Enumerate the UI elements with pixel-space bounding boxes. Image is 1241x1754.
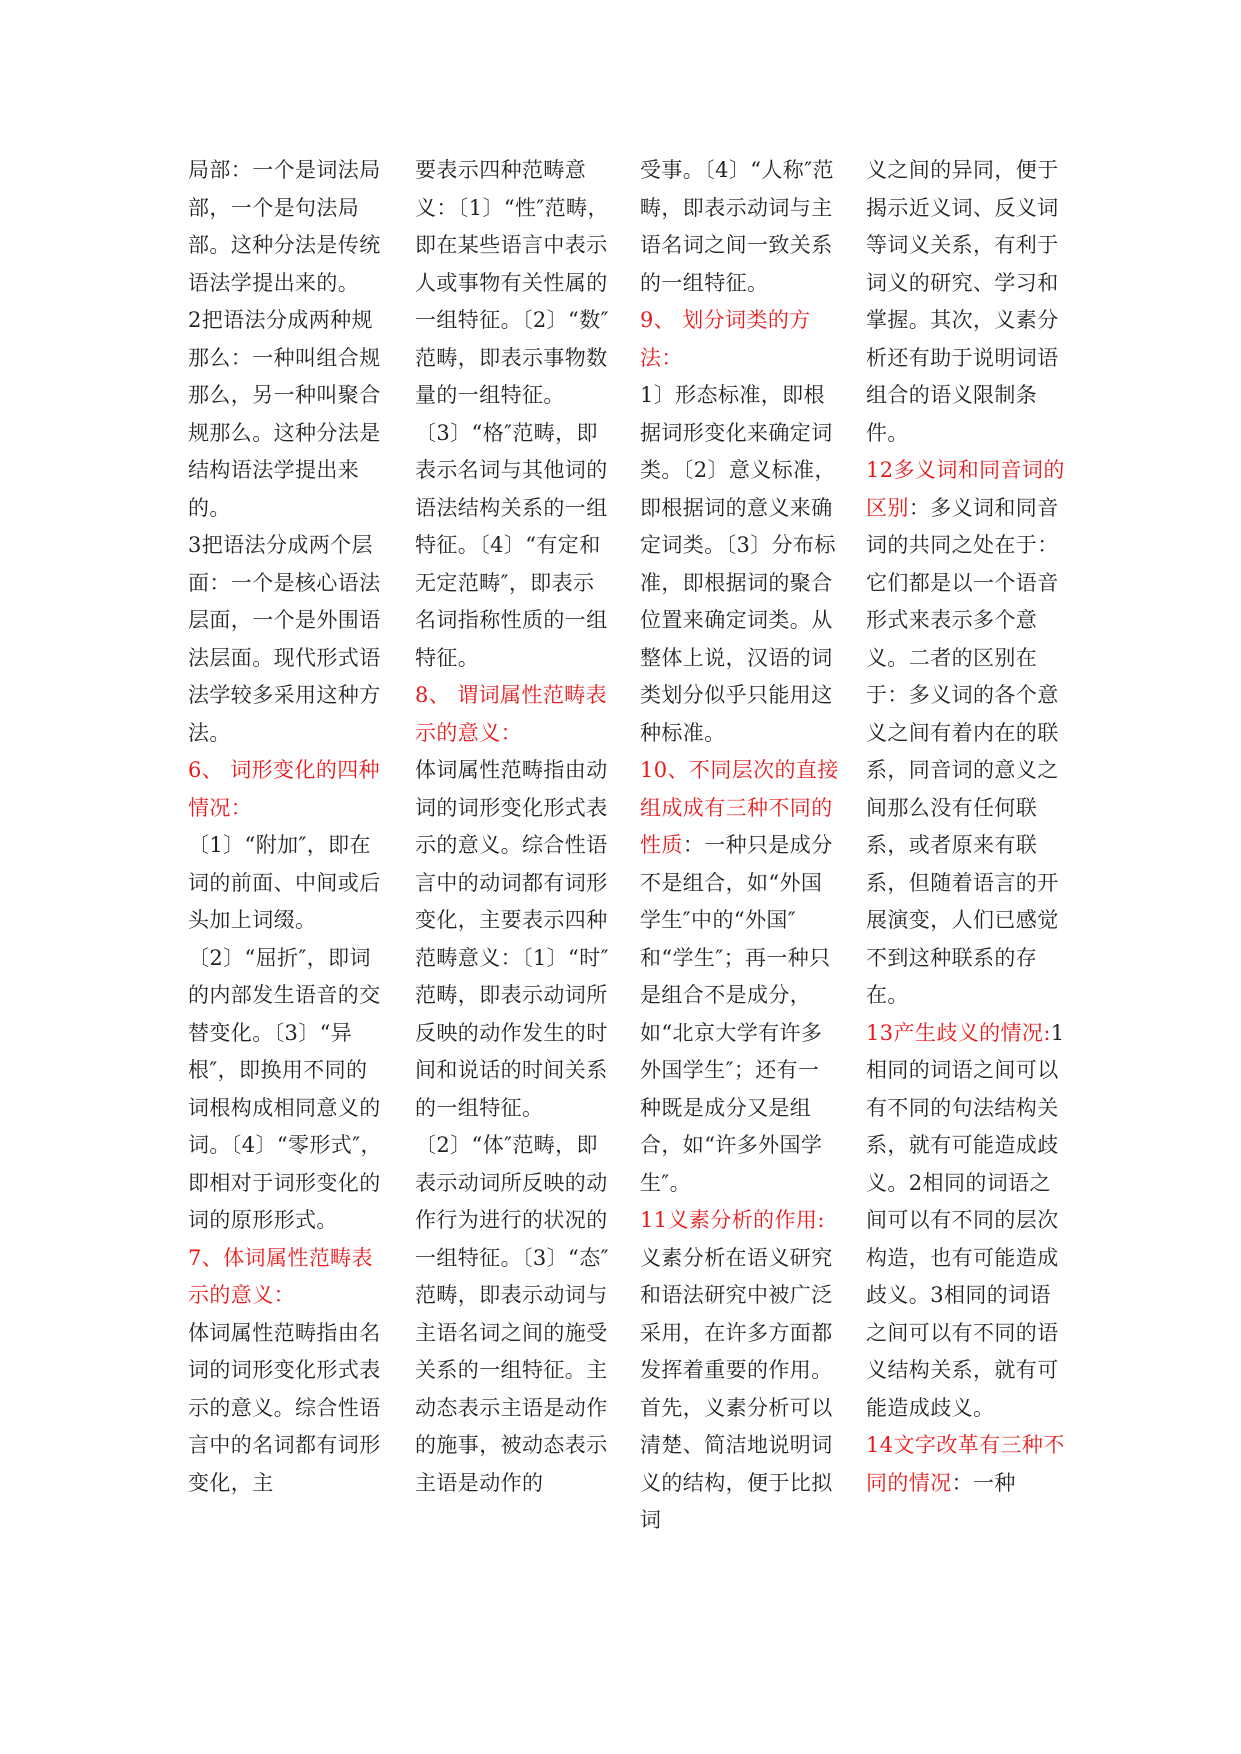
text-column-4 <box>866 152 1071 1502</box>
paragraph-text: ：多义词和同音词的共同之处在于：它们都是以一个语音形式来表示多个意义。二者的区别在于：多义词的各个意义之间有着内在的联系，同音词的意义之间那么没有任何联系，或者原来有联系，但随着语言的开展演变，人们已感觉不到这种联系的存在。 <box>866 495 1059 1007</box>
paragraph <box>188 1240 388 1315</box>
paragraph <box>866 1427 1071 1502</box>
paragraph <box>188 152 388 302</box>
text-column-1 <box>188 152 388 1502</box>
paragraph-text: 义素分析在语义研究和语法研究中被广泛采用，在许多方面都发挥着重要的作用。首先，义素分析可以清楚、简洁地说明词义的结构，便于比拟词 <box>640 1245 833 1532</box>
paragraph <box>640 752 840 1202</box>
paragraph <box>188 752 388 827</box>
paragraph-text: 义之间的异同，便于揭示近义词、反义词等词义关系，有利于词义的研究、学习和掌握。其次，义素分析还有助于说明词语组合的语义限制条件。 <box>866 158 1059 445</box>
paragraph-text: 体词属性范畴指由名词的词形变化形式表示的意义。综合性语言中的名词都有词形变化，主 <box>188 1320 381 1495</box>
paragraph <box>866 1015 1071 1428</box>
section-heading: 6、 词形变化的四种情况： <box>188 758 381 820</box>
text-column-3 <box>640 152 840 1540</box>
paragraph-text: 要表示四种范畴意义：〔1〕“性″范畴，即在某些语言中表示人或事物有关性属的一组特征。〔2〕“数″范畴，即表示事物数量的一组特征。〔3〕“格″范畴，即表示名词与其他词的语法结构关系的一组特征。〔4〕“有定和无定范畴″，即表示名词指称性质的一组特征。 <box>415 158 609 670</box>
section-heading: 14文字改革有三种不同的情况 <box>866 1433 1065 1495</box>
paragraph-text: 1〕形态标准，即根据词形变化来确定词类。〔2〕意义标准，即根据词的意义来确定词类。〔3〕分布标准，即根据词的聚合位置来确定词类。从整体上说，汉语的词类划分似乎只能用这种标准。 <box>640 383 836 745</box>
paragraph <box>415 752 615 1502</box>
paragraph-text: ：一种只是成分不是组合，如“外国学生″中的“外国″和“学生″；再一种只是组合不是成分，如“北京大学有许多外国学生″；还有一种既是成分又是组合，如“许多外国学生″。 <box>640 833 833 1195</box>
paragraph-text: 局部：一个是词法局部，一个是句法局部。这种分法是传统语法学提出来的。 <box>188 158 381 295</box>
section-heading: 10、不同层次的直接组成成有三种不同的性质 <box>640 758 839 857</box>
paragraph-text: ：一种 <box>951 1470 1016 1495</box>
paragraph-text: 2把语法分成两种规那么：一种叫组合规那么，另一种叫聚合规那么。这种分法是结构语法学提出来的。 <box>188 308 381 520</box>
paragraph-text: 〔1〕“附加″，即在词的前面、中间或后头加上词缀。〔2〕“屈折″，即词的内部发生语音的交替变化。〔3〕“异根″，即换用不同的词根构成相同意义的词。〔4〕“零形式″，即相对于词形变化的词的原形形式。 <box>188 833 382 1232</box>
section-heading: 7、体词属性范畴表示的意义： <box>188 1245 373 1307</box>
paragraph-text: 体词属性范畴指由动词的词形变化形式表示的意义。综合性语言中的动词都有词形变化，主要表示四种范畴意义：〔1〕“时″ 范畴，即表示动词所反映的动作发生的时间和说话的时间关系的一组特征。〔2〕“体″范畴，即表示动词所反映的动作行为进行的状况的一组特征。〔3〕“态″范畴，即表示动词与主语名词之间的施受关系的一组特征。主动态表示主语是动作的施事，被动态表示主语是动作的 <box>415 758 609 1495</box>
paragraph <box>640 152 840 302</box>
paragraph <box>866 152 1071 452</box>
section-heading: 8、 谓词属性范畴表示的意义： <box>415 683 608 745</box>
paragraph-text: 1相同的词语之间可以有不同的句法结构关系，就有可能造成歧义。2相同的词语之间可以有不同的层次构造，也有可能造成歧义。3相同的词语之间可以有不同的语义结构关系，就有可能造成歧义。 <box>866 1020 1065 1420</box>
paragraph <box>188 527 388 752</box>
paragraph-text: 受事。〔4〕“人称″范畴，即表示动词与主语名词之间一致关系的一组特征。 <box>640 158 834 295</box>
paragraph <box>188 1315 388 1503</box>
section-heading: 9、 划分词类的方法： <box>640 308 811 370</box>
paragraph <box>188 827 388 1240</box>
paragraph <box>640 1202 840 1540</box>
section-heading: 11义素分析的作用: <box>640 1208 825 1232</box>
paragraph-text: 3把语法分成两个层面：一个是核心语法层面，一个是外围语法层面。现代形式语法学较多采用这种方法。 <box>188 533 381 745</box>
paragraph <box>188 302 388 527</box>
paragraph <box>640 302 840 377</box>
paragraph <box>640 377 840 752</box>
text-column-2 <box>415 152 615 1502</box>
paragraph <box>415 152 615 677</box>
section-heading: 13产生歧义的情况: <box>866 1020 1051 1045</box>
section-heading: 12多义词和同音词的区别 <box>866 458 1065 520</box>
paragraph <box>866 452 1071 1015</box>
paragraph <box>415 677 615 752</box>
